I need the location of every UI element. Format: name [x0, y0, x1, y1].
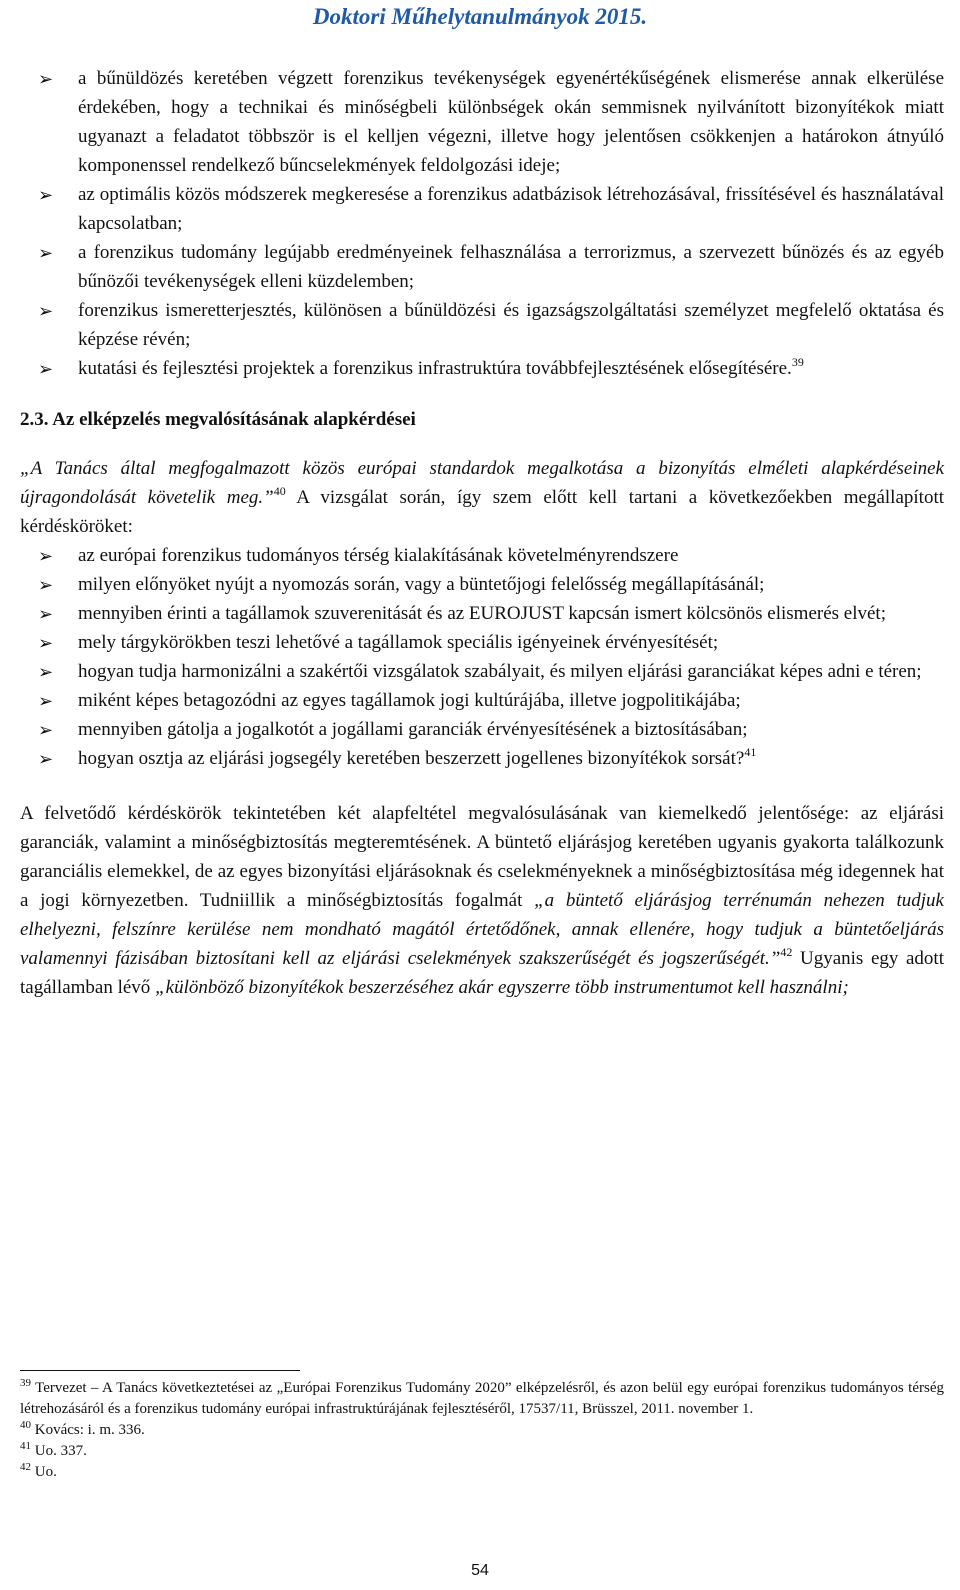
list-item: ➢ milyen előnyöket nyújt a nyomozás során, vagy a büntetőjogi felelősség megállapításánál;	[20, 570, 944, 599]
arrow-bullet-icon: ➢	[38, 575, 54, 596]
list-item: ➢ mennyiben érinti a tagállamok szuverenitását és az EUROJUST kapcsán ismert kölcsönös elismerés elvét;	[20, 599, 944, 628]
running-header: Doktori Műhelytanulmányok 2015.	[312, 4, 648, 29]
list-item: ➢ miként képes betagozódni az egyes tagállamok jogi kultúrájába, illetve jogpolitikájába;	[20, 686, 944, 715]
footnote: $^{39}$ Tervezet – A Tanács következtetései az „Európai Forenzikus Tudomány 2020” elképzelésről, és azon belül egy európai forenzikus tudományos térség létrehozásáról és a forenzikus tudomány európai infrastruktúrájának fejlesztéséről, 17537/11, Brüsszel, 2011. november 1.	[20, 1377, 944, 1417]
footnote-ref[interactable]: 41	[744, 745, 757, 759]
list-item: ➢ hogyan tudja harmonizálni a szakértői vizsgálatok szabályait, és milyen eljárási garanciákat képes adni e téren;	[20, 657, 944, 686]
list-item: ➢ a bűnüldözés keretében végzett forenzikus tevékenységek egyenértékűségének elismerése annak elkerülése érdekében, hogy a technikai és minőségbeli különbségek okán semmisnek nyilvánított bizonyítékok miatt ugyanazt a feladatot többször is el kelljen végezni, illetve hogy jelentősen csökkenjen a határokon átnyúló komponenssel rendelkező bűncselekmények feldolgozási ideje;	[20, 64, 944, 180]
section-heading: 2.3. Az elképzelés megvalósításának alapkérdései	[20, 409, 416, 430]
footnote-divider	[20, 1370, 300, 1371]
intro-quote: „A Tanács által megfogalmazott közös európai standardok megalkotása a bizonyítás elméleti alapkérdéseinek újragondolását követelik meg.”	[20, 458, 944, 508]
list-item: ➢ az európai forenzikus tudományos térség kialakításának követelményrendszere	[20, 541, 944, 570]
arrow-bullet-icon: ➢	[38, 359, 54, 380]
list-item: ➢ az optimális közös módszerek megkeresése a forenzikus adatbázisok létrehozásával, frissítésével és használatával kapcsolatban;	[20, 180, 944, 238]
list-item: ➢ a forenzikus tudomány legújabb eredményeinek felhasználása a terrorizmus, a szervezett bűnözés és az egyéb bűnözői tevékenységek elleni küzdelemben;	[20, 238, 944, 296]
footnote: $^{42}$ Uo.	[20, 1461, 57, 1480]
list-item: ➢ mennyiben gátolja a jogalkotót a jogállami garanciák érvényesítésének a biztosításában;	[20, 715, 944, 744]
arrow-bullet-icon: ➢	[38, 243, 54, 264]
arrow-bullet-icon: ➢	[38, 301, 54, 322]
arrow-bullet-icon: ➢	[38, 691, 54, 712]
arrow-bullet-icon: ➢	[38, 604, 54, 625]
footnote: $^{41}$ Uo. 337.	[20, 1440, 87, 1459]
intro-paragraph: „A Tanács által megfogalmazott közös európai standardok megalkotása a bizonyítás elméleti alapkérdéseinek újragondolását követelik meg.”$^{40}$ A vizsgálat során, így szem előtt kell tartani a következőekben megállapított kérdésköröket:	[20, 458, 945, 537]
arrow-bullet-icon: ➢	[38, 662, 54, 683]
spacer	[20, 773, 944, 799]
bullet-list-questions	[20, 541, 944, 773]
bullet-list-forensic-goals	[20, 64, 944, 383]
footnote-ref[interactable]: 40	[273, 484, 286, 498]
list-item: ➢ forenzikus ismeretterjesztés, különösen a bűnüldözési és igazságszolgáltatási személyzet megfelelő oktatása és képzése révén;	[20, 296, 944, 354]
page-body	[20, 64, 944, 1002]
list-item: ➢ kutatási és fejlesztési projektek a forenzikus infrastruktúra továbbfejlesztésének elősegítésére.$^{39}$	[20, 354, 944, 383]
arrow-bullet-icon: ➢	[38, 185, 54, 206]
arrow-bullet-icon: ➢	[38, 69, 54, 90]
footnote-ref[interactable]: 42	[780, 945, 793, 959]
list-item: ➢ hogyan osztja az eljárási jogsegély keretében beszerzett jogellenes bizonyítékok sorsát?$^{41}$	[20, 744, 944, 773]
closing-quote-1: „a büntető eljárásjog terrénumán nehezen tudjuk elhelyezni, felszínre kerülése nem mondható magától értetődőnek, annak ellenére, hogy tudjuk a büntetőeljárás valamennyi fázisában biztosítani kell az eljárási cselekmények szakszerűségét és jogszerűségét.”	[20, 890, 944, 969]
arrow-bullet-icon: ➢	[38, 633, 54, 654]
closing-paragraph: A felvetődő kérdéskörök tekintetében két alapfeltétel megvalósulásának van kiemelkedő jelentősége: az eljárási garanciák, valamint a minőségbiztosítás megteremtésének. A büntető eljárásjog keretében ugyanis gyakorta találkozunk garanciális elemekkel, de az egyes bizonyítási eljárásoknak és cselekményeknek a minőségbiztosítása még idegennek hat a jogi környezetben. Tudniillik a minőségbiztosítás fogalmát „a büntető eljárásjog terrénumán nehezen tudjuk elhelyezni, felszínre kerülése nem mondható magától értetődőnek, annak ellenére, hogy tudjuk a büntetőeljárás valamennyi fázisában biztosítani kell az eljárási cselekmények szakszerűségét és jogszerűségét.”$^{42}$ Ugyanis egy adott tagállamban lévő „különböző bizonyítékok beszerzéséhez akár egyszerre több instrumentumot kell használni;	[20, 803, 944, 998]
footnote: $^{40}$ Kovács: i. m. 336.	[20, 1419, 145, 1438]
arrow-bullet-icon: ➢	[38, 749, 54, 770]
page-number: 54	[471, 1562, 489, 1579]
arrow-bullet-icon: ➢	[38, 720, 54, 741]
arrow-bullet-icon: ➢	[38, 546, 54, 567]
closing-quote-2: „különböző bizonyítékok beszerzéséhez akár egyszerre több instrumentumot kell használni;	[155, 977, 849, 998]
footnote-ref[interactable]: 39	[791, 355, 804, 369]
list-item: ➢ mely tárgykörökben teszi lehetővé a tagállamok speciális igényeinek érvényesítését;	[20, 628, 944, 657]
footnotes	[20, 1378, 944, 1483]
